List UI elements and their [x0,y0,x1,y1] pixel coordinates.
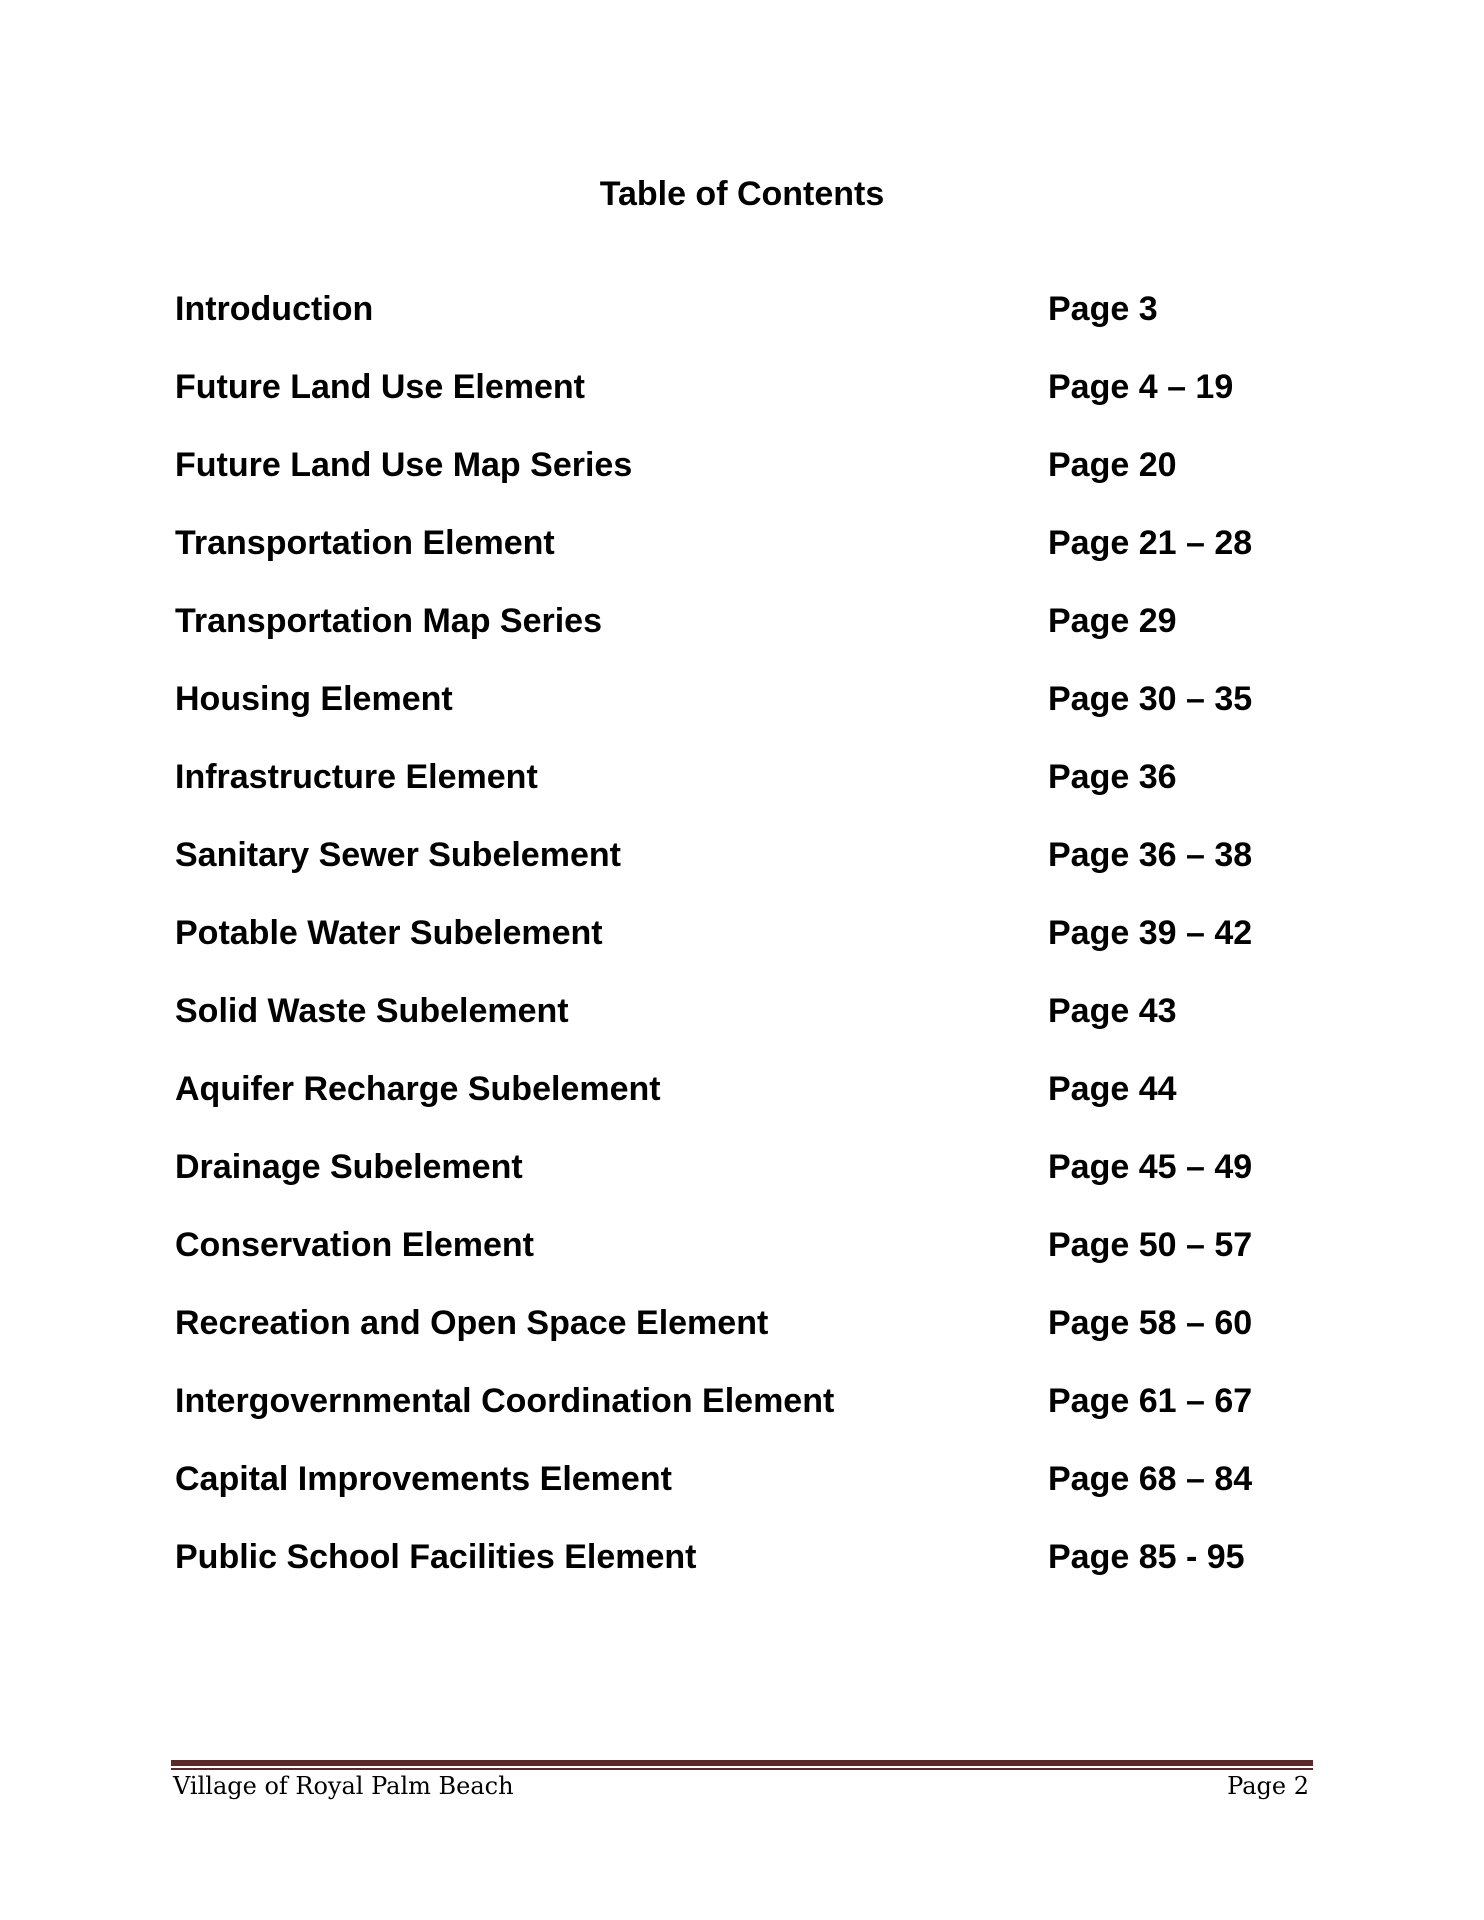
toc-page-range: Page 29 [1048,602,1177,640]
toc-page-range: Page 39 – 42 [1048,914,1253,952]
toc-section-title: Potable Water Subelement [175,914,603,952]
toc-page-range: Page 3 [1048,290,1158,328]
toc-section-title: Recreation and Open Space Element [175,1304,769,1342]
toc-entry-conservation-element [175,1224,1335,1302]
toc-entry-intergovernmental-coordination-element [175,1380,1335,1458]
toc-entry-future-land-use-map-series [175,444,1335,522]
toc-page-range: Page 4 – 19 [1048,368,1234,406]
toc-page-range: Page 68 – 84 [1048,1460,1253,1498]
toc-page-range: Page 36 – 38 [1048,836,1253,874]
toc-entry-potable-water-subelement [175,912,1335,990]
toc-entry-housing-element [175,678,1335,756]
toc-entry-drainage-subelement [175,1146,1335,1224]
footer-page-number: Page 2 [1227,1772,1309,1800]
toc-section-title: Sanitary Sewer Subelement [175,836,621,874]
footer-organization-name: Village of Royal Palm Beach [173,1772,514,1800]
toc-page-range: Page 45 – 49 [1048,1148,1253,1186]
toc-entry-infrastructure-element [175,756,1335,834]
toc-section-title: Public School Facilities Element [175,1538,697,1576]
toc-page-range: Page 30 – 35 [1048,680,1253,718]
toc-section-title: Conservation Element [175,1226,534,1264]
toc-section-title: Aquifer Recharge Subelement [175,1070,661,1108]
toc-entry-introduction [175,288,1335,366]
toc-page-range: Page 21 – 28 [1048,524,1253,562]
toc-section-title: Infrastructure Element [175,758,538,796]
toc-page-range: Page 44 [1048,1070,1177,1108]
table-of-contents [175,288,1335,1614]
toc-section-title: Transportation Element [175,524,555,562]
toc-page-range: Page 20 [1048,446,1177,484]
toc-page-range: Page 58 – 60 [1048,1304,1253,1342]
toc-section-title: Transportation Map Series [175,602,602,640]
toc-page-range: Page 43 [1048,992,1177,1030]
toc-section-title: Drainage Subelement [175,1148,523,1186]
toc-page-range: Page 61 – 67 [1048,1382,1253,1420]
footer-divider-thick [171,1760,1313,1766]
toc-page-range: Page 50 – 57 [1048,1226,1253,1264]
toc-page-range: Page 36 [1048,758,1177,796]
footer-divider [171,1760,1313,1770]
toc-section-title: Introduction [175,290,374,328]
toc-entry-public-school-facilities-element [175,1536,1335,1614]
toc-entry-recreation-open-space-element [175,1302,1335,1380]
toc-section-title: Housing Element [175,680,453,718]
toc-entry-sanitary-sewer-subelement [175,834,1335,912]
toc-section-title: Solid Waste Subelement [175,992,569,1030]
toc-entry-aquifer-recharge-subelement [175,1068,1335,1146]
toc-entry-capital-improvements-element [175,1458,1335,1536]
toc-entry-future-land-use-element [175,366,1335,444]
toc-section-title: Capital Improvements Element [175,1460,672,1498]
toc-entry-solid-waste-subelement [175,990,1335,1068]
toc-entry-transportation-map-series [175,600,1335,678]
toc-page-range: Page 85 - 95 [1048,1538,1245,1576]
toc-section-title: Intergovernmental Coordination Element [175,1382,835,1420]
toc-entry-transportation-element [175,522,1335,600]
toc-section-title: Future Land Use Element [175,368,585,406]
page-title: Table of Contents [599,175,885,213]
toc-section-title: Future Land Use Map Series [175,446,633,484]
